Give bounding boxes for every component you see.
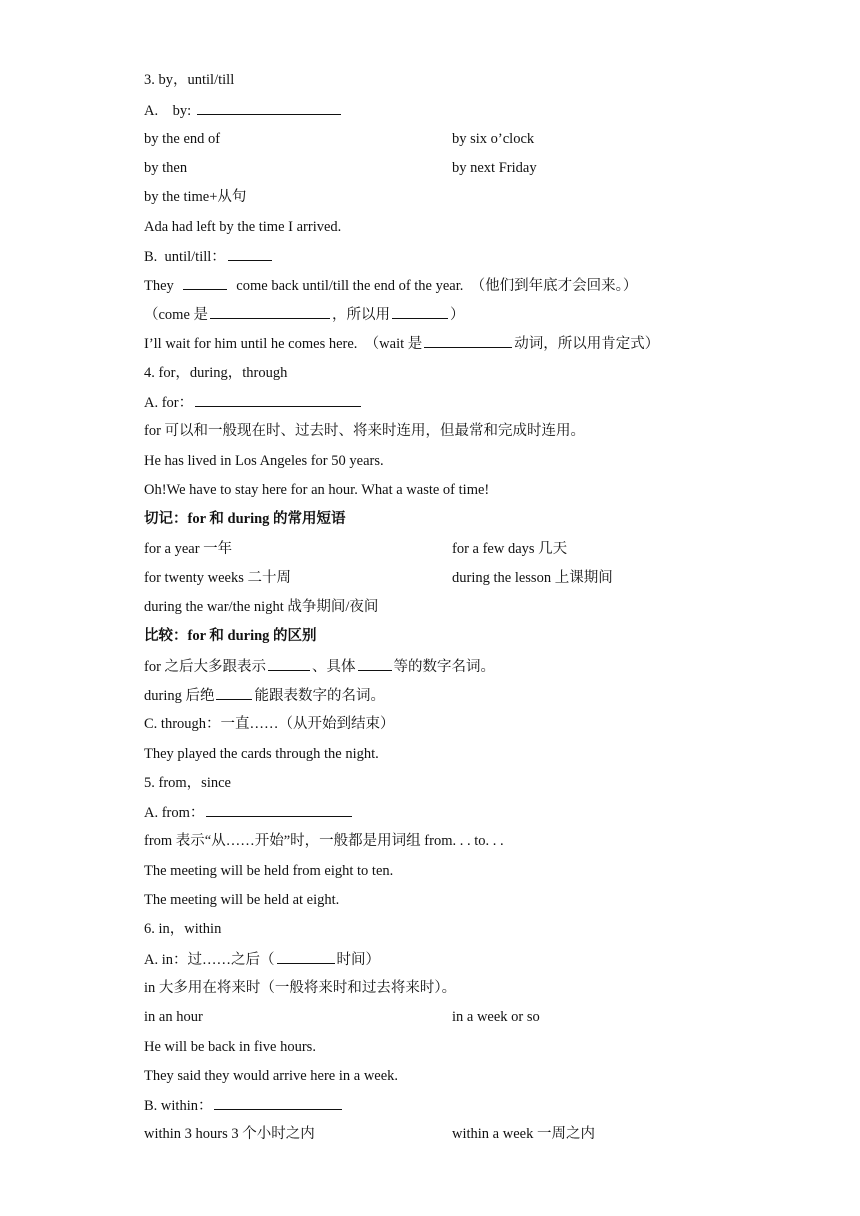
within-blank[interactable] <box>214 1096 342 1110</box>
for-blank[interactable] <box>195 393 361 407</box>
compare-blank-2[interactable] <box>358 657 392 671</box>
in-example-2: They said they would arrive here in a week. <box>144 1068 399 1084</box>
within-label: B. within： <box>144 1098 213 1114</box>
phrase-for-twenty-weeks: for twenty weeks 二十周 <box>144 570 291 586</box>
compare-2-start: during 后绝 <box>144 688 215 704</box>
within-definition-line <box>144 1096 344 1115</box>
compare-1-end: 等的数字名词。 <box>393 659 496 675</box>
in-example-1: He will be back in five hours. <box>144 1039 316 1055</box>
by-phrase-3: by then <box>144 160 188 176</box>
section-5-heading: 5. from，since <box>144 775 231 791</box>
by-phrase-5: by the time+从句 <box>144 189 247 205</box>
come-note-line <box>144 305 465 324</box>
come-note-start: （come 是 <box>144 307 209 323</box>
come-blank-2[interactable] <box>392 305 448 319</box>
in-note: in 大多用在将来时（一般将来时和过去将来时）。 <box>144 980 457 996</box>
come-note-end: ） <box>450 307 465 323</box>
until-example-blank[interactable] <box>183 276 227 290</box>
for-example-1: He has lived in Los Angeles for 50 years. <box>144 453 384 469</box>
within-phrase-1: within 3 hours 3 个小时之内 <box>144 1126 315 1142</box>
until-example-start: They <box>144 278 174 294</box>
compare-blank-1[interactable] <box>268 657 310 671</box>
wait-note-end: 动词，所以用肯定式） <box>514 336 660 352</box>
until-definition-line <box>144 247 274 266</box>
by-definition-line <box>144 101 343 120</box>
wait-note-line <box>144 334 659 353</box>
from-blank[interactable] <box>206 803 352 817</box>
in-definition-line <box>144 950 380 969</box>
by-phrase-2: by six o’clock <box>452 131 535 147</box>
by-phrase-4: by next Friday <box>452 160 537 176</box>
from-label: A. from： <box>144 805 205 821</box>
by-label: A. by: <box>144 103 192 119</box>
through-definition: C. through：一直……（从开始到结束） <box>144 716 395 732</box>
for-definition-line <box>144 393 363 412</box>
until-example-end: come back until/till the end of the year. （他们到年底才会回来。） <box>236 278 638 294</box>
compare-1-middle: 、具体 <box>312 659 356 675</box>
by-phrase-1: by the end of <box>144 131 221 147</box>
section-6-heading: 6. in，within <box>144 921 222 937</box>
in-blank[interactable] <box>277 950 335 964</box>
in-phrase-1: in an hour <box>144 1009 203 1025</box>
in-label-end: 时间） <box>336 952 380 968</box>
compare-line-2 <box>144 686 385 705</box>
in-label-start: A. in：过……之后（ <box>144 952 275 968</box>
from-example-2: The meeting will be held at eight. <box>144 892 340 908</box>
compare-heading: 比较：for 和 during 的区别 <box>144 628 317 644</box>
within-phrase-2: within a week 一周之内 <box>452 1126 595 1142</box>
until-label: B. until/till： <box>144 249 226 265</box>
phrase-during-the-lesson: during the lesson 上课期间 <box>452 570 613 586</box>
from-example-1: The meeting will be held from eight to ten. <box>144 863 394 879</box>
phrase-for-a-few-days: for a few days 几天 <box>452 541 568 557</box>
phrase-for-a-year: for a year 一年 <box>144 541 233 557</box>
section-4-heading: 4. for，during，through <box>144 365 288 381</box>
compare-line-1 <box>144 657 495 676</box>
come-note-middle: ，所以用 <box>332 307 391 323</box>
from-definition-line <box>144 803 354 822</box>
by-example: Ada had left by the time I arrived. <box>144 219 342 235</box>
through-example: They played the cards through the night. <box>144 746 379 762</box>
compare-blank-3[interactable] <box>216 686 252 700</box>
until-blank[interactable] <box>228 247 272 261</box>
by-blank[interactable] <box>197 101 341 115</box>
come-blank-1[interactable] <box>210 305 330 319</box>
wait-blank[interactable] <box>424 334 512 348</box>
for-label: A. for： <box>144 395 194 411</box>
in-phrase-2: in a week or so <box>452 1009 540 1025</box>
remember-heading: 切记：for 和 during 的常用短语 <box>144 511 346 527</box>
compare-1-start: for 之后大多跟表示 <box>144 659 267 675</box>
for-example-2: Oh!We have to stay here for an hour. What a waste of time! <box>144 482 490 498</box>
phrase-during-the-war: during the war/the night 战争期间/夜间 <box>144 599 379 615</box>
until-example-line <box>144 276 637 295</box>
section-3-heading: 3. by，until/till <box>144 72 235 88</box>
for-note: for 可以和一般现在时、过去时、将来时连用，但最常和完成时连用。 <box>144 423 586 439</box>
wait-note-start: I’ll wait for him until he comes here. （wait 是 <box>144 336 423 352</box>
compare-2-end: 能跟表数字的名词。 <box>254 688 385 704</box>
from-note: from 表示“从……开始”时，一般都是用词组 from. . . to. . . <box>144 833 504 849</box>
